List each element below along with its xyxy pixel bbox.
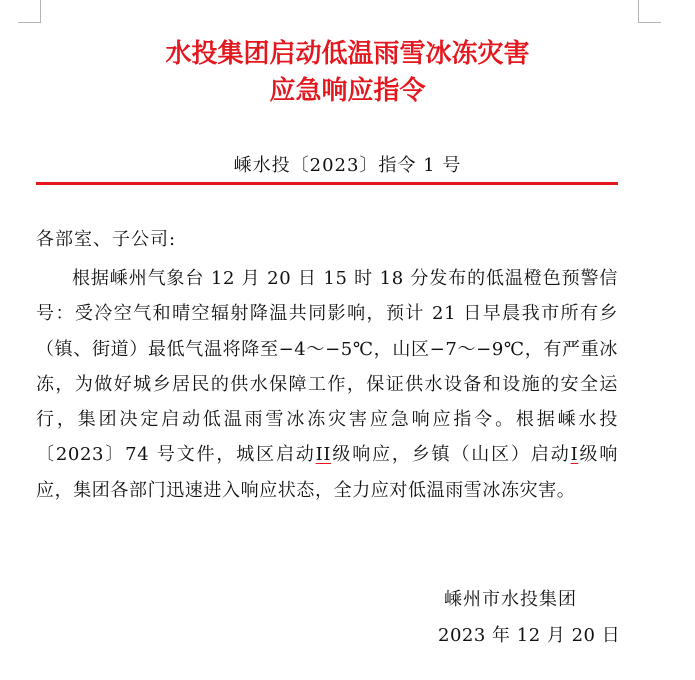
salutation: 各部室、子公司:: [36, 229, 177, 250]
red-divider-line: [36, 182, 618, 185]
body-text-part-1: 根据嵊州气象台 12 月 20 日 15 时 18 分发布的低温橙色预警信号：受冷空气和晴空辐射降温共同影响，预计 21 日早晨我市所有乡（镇、街道）最低气温将降至−4～−5℃，山区−7～−9℃，有严重冰冻，为做好城乡居民的供水保障工作，保证供水设备和设施的安全运行，集团决定启动低温雨雪冰冻灾害应急响应指令。根据嵊水投〔2023〕74 号文件，城区启动: [36, 268, 618, 466]
body-text-part-3: 级响应，集团各部门迅速进入响应状态，全力应对低温雨雪冰冻灾害。: [36, 444, 619, 501]
urban-response-level: II: [315, 444, 332, 466]
issuer-signature: 嵊州市水投集团: [444, 589, 577, 610]
document-title-line-2: 应急响应指令: [269, 76, 426, 106]
page-corner-mark-top-left: [18, 0, 41, 23]
rural-response-level: I: [570, 444, 579, 466]
body-paragraph: [36, 261, 618, 508]
document-title-line-1: 水投集团启动低温雨雪冰冻灾害: [165, 39, 530, 69]
body-text-part-2: 级响应，乡镇（山区）启动: [331, 444, 571, 466]
page-corner-mark-top-right: [638, 0, 661, 23]
issue-date: 2023 年 12 月 20 日: [438, 625, 621, 646]
document-number: 嵊水投〔2023〕指令 1 号: [233, 155, 462, 176]
